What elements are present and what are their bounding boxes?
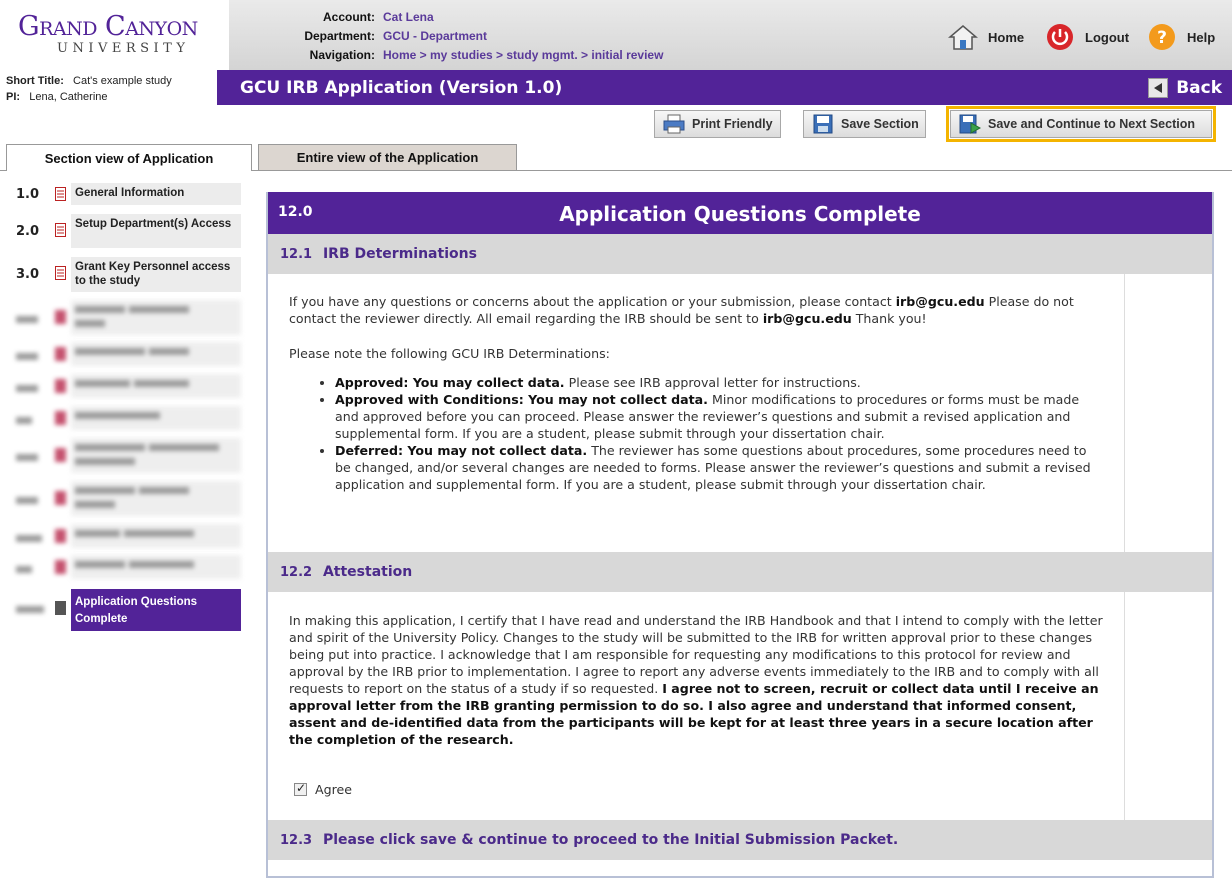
sidebar-item-grant-key-personnel[interactable] (0, 257, 241, 292)
sidebar-item-redacted[interactable] (0, 300, 241, 335)
printer-icon (663, 114, 685, 134)
sidebar-item-application-questions-complete[interactable] (0, 589, 241, 631)
list-item (335, 374, 1105, 391)
section-panel (266, 192, 1214, 878)
sidebar-item-number: 2.0 (16, 224, 40, 239)
sidebar-item-number: 3.0 (16, 267, 40, 282)
determination-text: Please see IRB approval letter for instructions. (564, 375, 861, 390)
sidebar-item-label: Grant Key Personnel access to the study (71, 257, 241, 292)
document-icon (55, 187, 66, 201)
contact-text: Please do not contact the reviewer directly. All email regarding the IRB should be sent to (289, 294, 1074, 326)
subsection-number: 12.2 (280, 565, 313, 580)
subsection-number: 12.1 (280, 247, 313, 262)
print-friendly-label: Print Friendly (692, 117, 773, 131)
logo-line-2: UNIVERSITY (57, 41, 190, 56)
pi-value: Lena, Catherine (29, 91, 108, 103)
help-icon (1147, 22, 1177, 52)
sidebar-item-redacted[interactable] (0, 438, 241, 473)
subsection-header-irb-determinations (268, 234, 1212, 274)
determination-text: Minor modifications to procedures or forms must be made and approved before you can proceed. Please answer the reviewer’s questions and submit a revised application and supplemental form. If you are a student, please submit through your dissertation chair. (335, 392, 1080, 441)
tab-entire-view[interactable] (258, 144, 517, 171)
floppy-icon (812, 114, 834, 134)
breadcrumb[interactable]: Home > my studies > study mgmt. > initial review (383, 48, 664, 62)
sidebar-item-redacted[interactable] (0, 555, 241, 579)
document-icon (55, 266, 66, 280)
sidebar-item-label: Application Questions Complete (71, 589, 241, 631)
attestation-statement: In making this application, I certify that I have read and understand the IRB Handbook and that I intend to comply with the letter and spirit of the University Policy. Changes to the study will be submitted to the IRB for written approval prior to these changes being put into practice. I acknowledge that I am responsible for requesting any modifications to this protocol for review and approval by the IRB prior to implementation. I agree to report any adverse events immediately to the IRB and to comply with all requests to report on the status of a study if so requested. (289, 613, 1103, 696)
contact-paragraph (289, 293, 1109, 327)
subsection-header-attestation (268, 552, 1212, 592)
logout-link[interactable] (1045, 22, 1129, 52)
help-label: Help (1187, 29, 1216, 45)
subsection-number: 12.3 (280, 833, 313, 848)
determination-title: Approved with Conditions: You may not collect data. (335, 392, 708, 407)
attestation-body (268, 592, 1125, 820)
sidebar-item-redacted[interactable] (0, 406, 241, 430)
department-label: Department: (304, 29, 375, 43)
title-bar (217, 70, 1232, 105)
irb-email-link[interactable]: irb@gcu.edu (762, 311, 852, 326)
sidebar-item-setup-departments[interactable] (0, 214, 241, 248)
subsection-header-continue (268, 820, 1212, 860)
section-number: 12.0 (278, 204, 313, 220)
save-next-icon (959, 114, 981, 134)
contact-text: Thank you! (851, 311, 927, 326)
print-friendly-button[interactable] (654, 110, 781, 138)
sidebar-item-label: Setup Department(s) Access (71, 214, 241, 248)
sidebar-item-redacted[interactable] (0, 481, 241, 516)
attestation-agreement: I agree not to screen, recruit or collect data until I receive an approval letter from the IRB granting permission to do so. I also agree and understand that informed consent, assent and de-identified data from the participants will be kept for at least three years in a secure location after the completion of the research. (289, 681, 1099, 747)
list-item (335, 391, 1105, 442)
save-section-label: Save Section (841, 117, 919, 131)
sidebar-item-redacted[interactable] (0, 342, 241, 366)
study-info (0, 70, 217, 115)
attestation-text (289, 612, 1109, 748)
save-continue-label: Save and Continue to Next Section (988, 117, 1195, 131)
agree-checkbox-row[interactable] (294, 782, 352, 797)
pi-label: PI: (6, 91, 21, 103)
account-label: Account: (323, 10, 375, 24)
determinations-list (315, 374, 1105, 493)
document-icon (55, 601, 66, 615)
page-title: GCU IRB Application (Version 1.0) (240, 78, 563, 98)
sidebar-item-number: 1.0 (16, 187, 40, 202)
tab-section-view-label: Section view of Application (44, 150, 214, 166)
back-arrow-icon (1148, 78, 1168, 98)
power-icon (1045, 22, 1075, 52)
save-section-button[interactable] (803, 110, 926, 138)
determinations-intro: Please note the following GCU IRB Determinations: (289, 346, 610, 361)
back-button[interactable] (1148, 77, 1222, 99)
home-label: Home (988, 29, 1025, 45)
irb-determinations-body (268, 274, 1125, 552)
subsection-title: Attestation (322, 564, 413, 580)
gcu-logo (0, 0, 229, 70)
logo-line-1: Grand Canyon (18, 11, 198, 42)
determination-title: Approved: You may collect data. (335, 375, 565, 390)
short-title-label: Short Title: (6, 75, 64, 87)
sidebar-item-label: General Information (71, 183, 241, 205)
logout-label: Logout (1085, 29, 1130, 45)
section-title: Application Questions Complete (559, 202, 921, 226)
sidebar-item-redacted[interactable] (0, 374, 241, 398)
agree-label: Agree (315, 782, 353, 797)
determination-title: Deferred: You may not collect data. (335, 443, 588, 458)
save-continue-button[interactable] (950, 110, 1212, 138)
irb-email-link[interactable]: irb@gcu.edu (895, 294, 985, 309)
contact-text: If you have any questions or concerns about the application or your submission, please contact (289, 294, 896, 309)
navigation-label: Navigation: (309, 48, 375, 62)
home-link[interactable] (948, 22, 1024, 52)
back-label: Back (1176, 78, 1222, 98)
header (0, 0, 1232, 70)
section-header (268, 192, 1212, 234)
tab-section-view[interactable] (6, 144, 252, 171)
sidebar-item-general-information[interactable] (0, 183, 241, 205)
short-title-value: Cat's example study (73, 75, 172, 87)
document-icon (55, 223, 66, 237)
department-value: GCU - Department (383, 29, 488, 43)
account-value: Cat Lena (383, 10, 434, 24)
subsection-title: IRB Determinations (322, 246, 477, 262)
home-icon (948, 22, 978, 52)
help-link[interactable] (1147, 22, 1215, 52)
agree-checkbox[interactable] (294, 783, 307, 796)
subsection-title: Please click save & continue to proceed to the Initial Submission Packet. (322, 832, 899, 848)
sidebar-item-redacted[interactable] (0, 524, 241, 548)
svg-text:?: ? (1157, 28, 1167, 48)
tab-entire-view-label: Entire view of the Application (296, 150, 479, 165)
determination-text: The reviewer has some questions about procedures, some procedures need to be changed, and/or several changes are needed to forms. Please answer the reviewer’s questions and submit a revised application and supplemental form. If you are a student, please submit through your dissertation chair. (335, 443, 1091, 492)
list-item (335, 442, 1105, 493)
